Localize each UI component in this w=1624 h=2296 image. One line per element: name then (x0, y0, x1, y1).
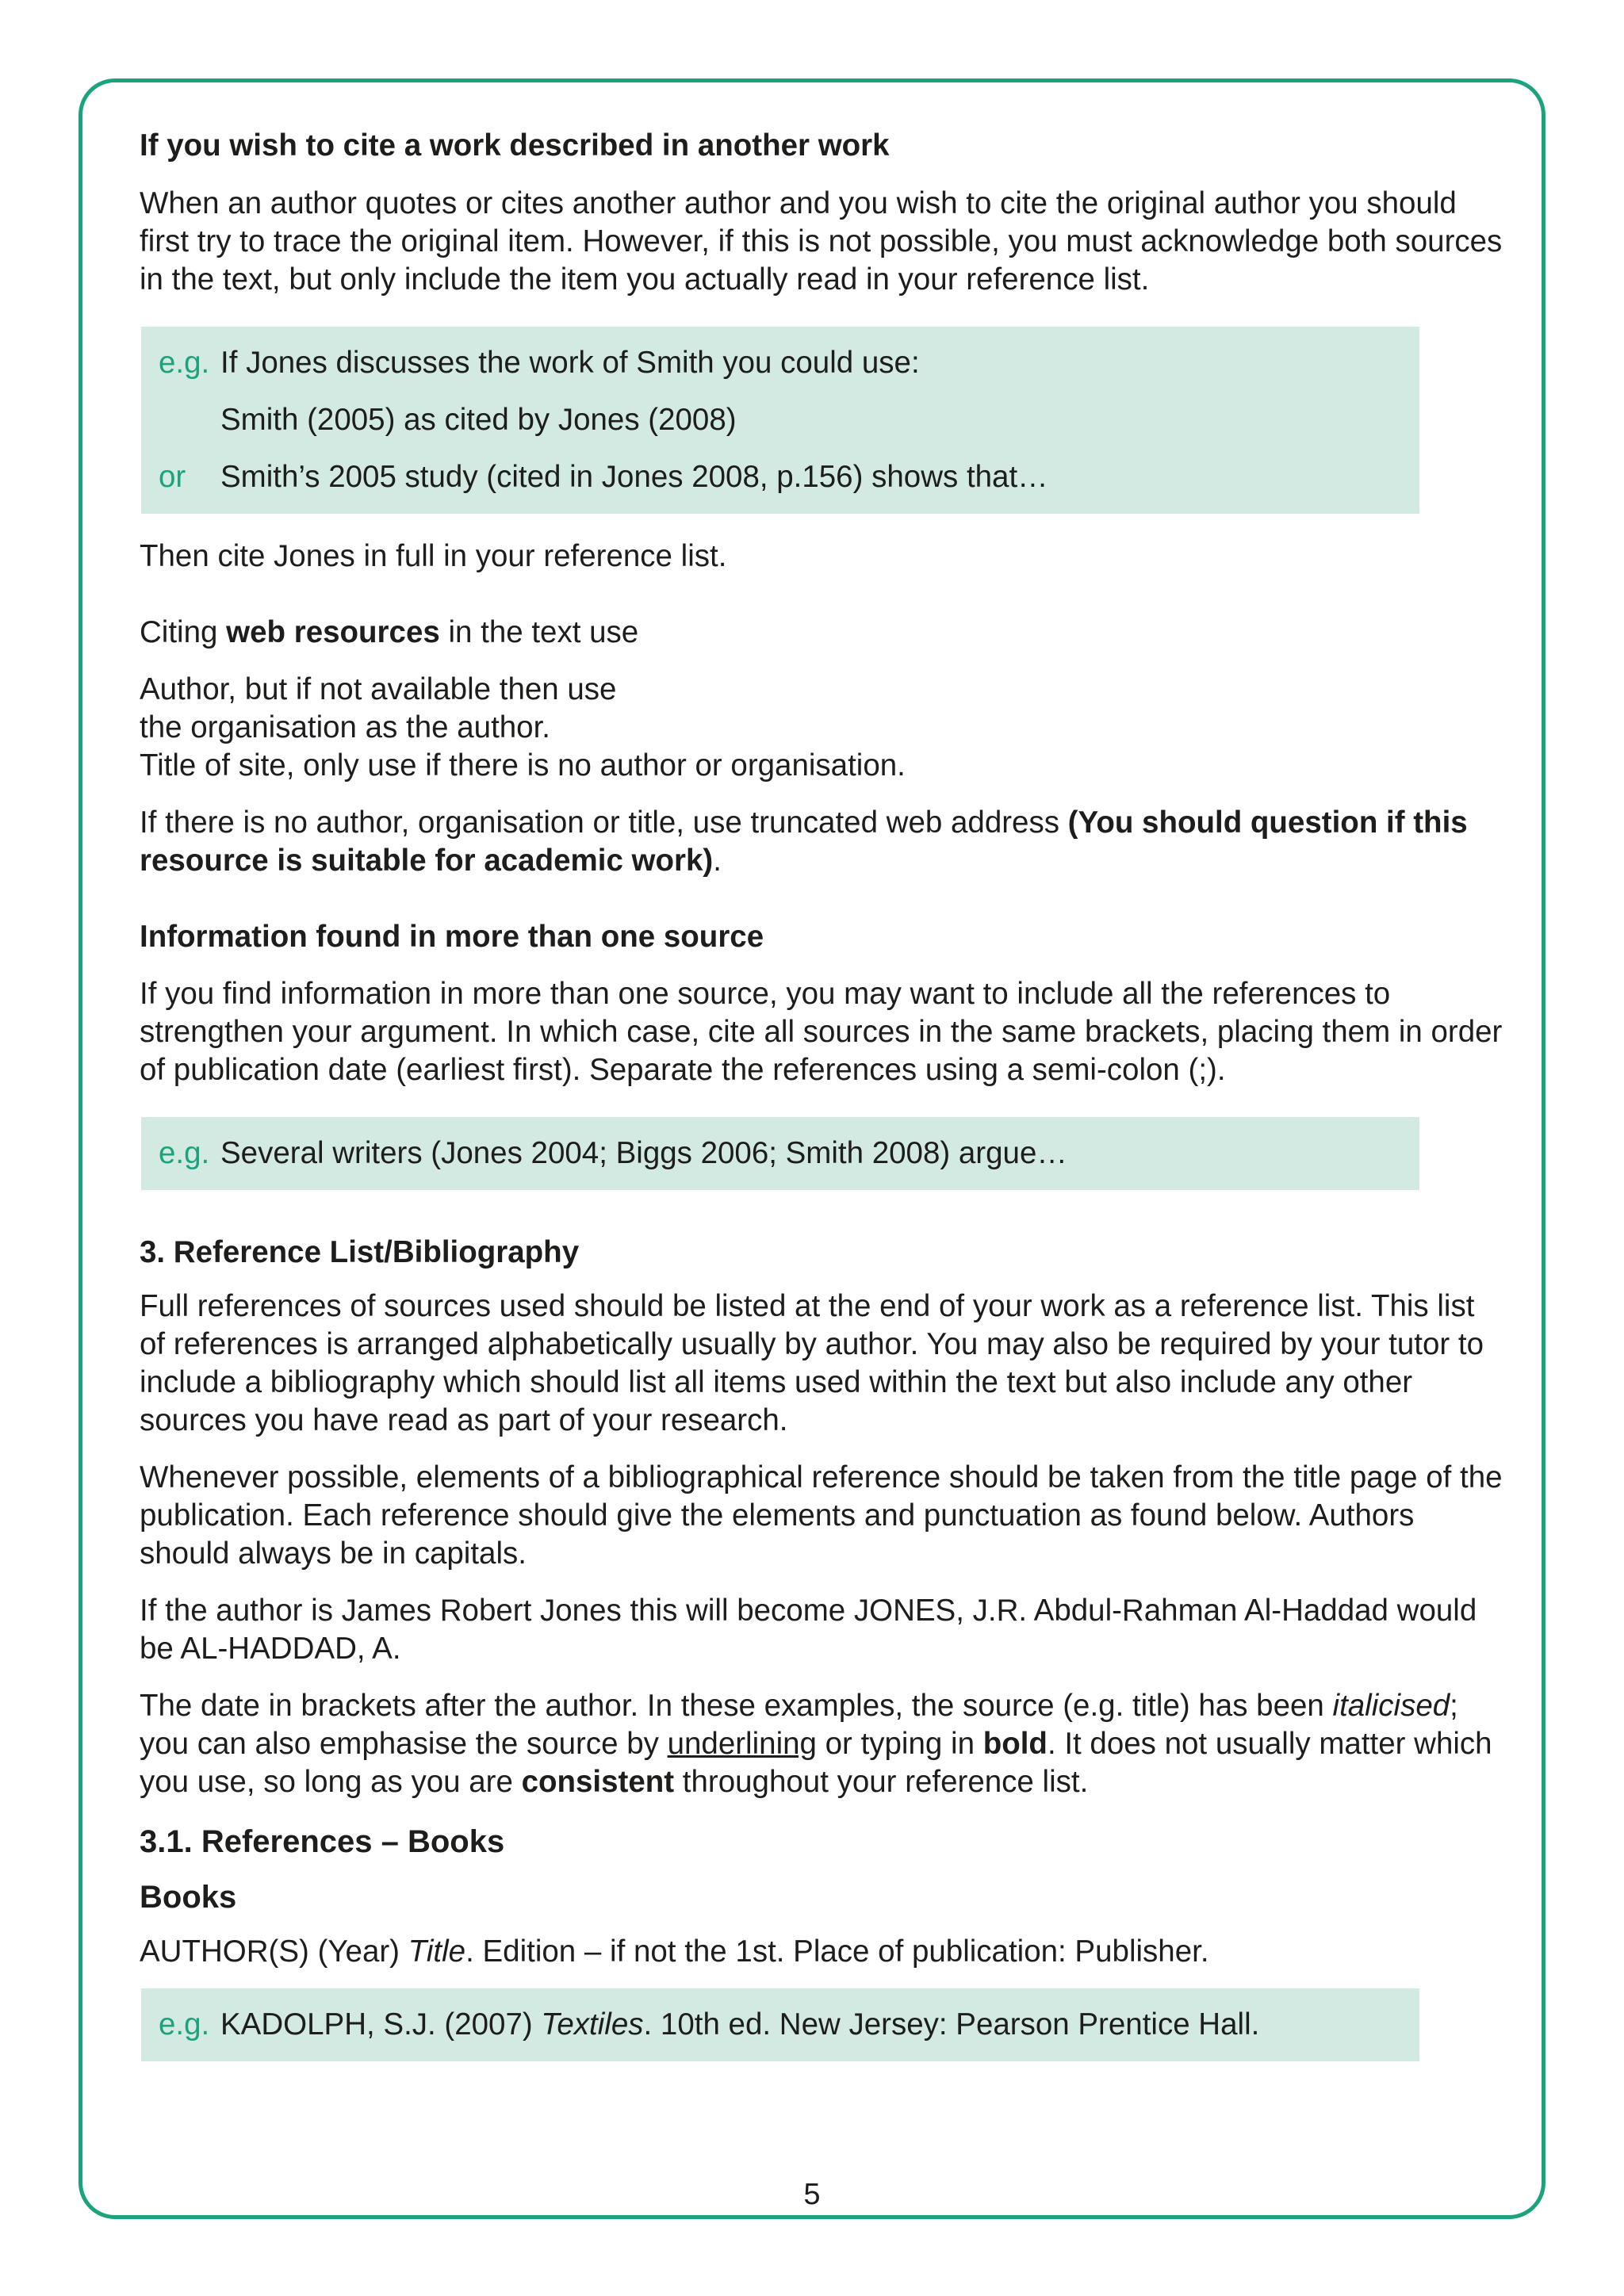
or-label: or (159, 460, 186, 494)
example-line: If Jones discusses the work of Smith you could use: (220, 346, 920, 380)
paragraph-bibliographical-elements: Whenever possible, elements of a bibliographical reference should be taken from the title page of the publication. Each reference should give the elements and punctuation as found below. Authors should always be in capitals. (140, 1460, 1503, 1571)
paragraph-truncated-address: If there is no author, organisation or title, use truncated web address (You should question if this resource is suitable for academic work). (140, 806, 1468, 878)
book-reference-format: AUTHOR(S) (Year) Title. Edition – if not the 1st. Place of publication: Publisher. (140, 1934, 1209, 1969)
paragraph-multiple-sources: If you find information in more than one source, you may want to include all the references to strengthen your argument. In which case, cite all sources in the same brackets, placing them in order of publication date (earliest first). Separate the references using a semi-colon (;). (140, 977, 1503, 1087)
web-rule-line: the organisation as the author. (140, 710, 550, 744)
heading-references-books: 3.1. References – Books (140, 1824, 505, 1859)
paragraph-web-resources-intro: Citing web resources in the text use (140, 615, 639, 649)
heading-reference-list: 3. Reference List/Bibliography (140, 1235, 580, 1269)
paragraph-reference-list: Full references of sources used should be listed at the end of your work as a reference list. This list of references is arranged alphabetically usually by author. You may also be required by your tutor to include a bibliography which should list all items used within the text but also include any other sources you have read as part of your research. (140, 1289, 1484, 1437)
heading-cite-work-in-another: If you wish to cite a work described in another work (140, 128, 890, 163)
page-content (140, 127, 1503, 2061)
example-line: KADOLPH, S.J. (2007) Textiles. 10th ed. New Jersey: Pearson Prentice Hall. (220, 2007, 1260, 2042)
eg-label: e.g. (159, 1136, 210, 1170)
paragraph-emphasis: The date in brackets after the author. In these examples, the source (e.g. title) has been italicised; you can also emphasise the source by underlining or typing in bold. It does not usually matter which you use, so long as you are consistent throughout your reference list. (140, 1689, 1492, 1799)
example-box-secondary-citation (141, 327, 1419, 514)
page-number: 5 (803, 2178, 821, 2211)
eg-label: e.g. (159, 2007, 210, 2042)
paragraph-cite-jones: Then cite Jones in full in your reference list. (140, 539, 727, 573)
example-box-book (141, 1988, 1419, 2061)
web-resources-list (140, 671, 1503, 785)
web-rule-line: Author, but if not available then use (140, 672, 617, 706)
web-rule-line: Title of site, only use if there is no author or organisation. (140, 748, 906, 783)
paragraph-cite-original: When an author quotes or cites another author and you wish to cite the original author you should first try to trace the original item. However, if this is not possible, you must acknowledge both sources in the text, but only include the item you actually read in your reference list. (140, 186, 1503, 297)
eg-label: e.g. (159, 346, 210, 380)
example-line: Several writers (Jones 2004; Biggs 2006; Smith 2008) argue… (220, 1136, 1067, 1170)
example-box-multiple-sources (141, 1117, 1419, 1190)
paragraph-author-capitals: If the author is James Robert Jones this will become JONES, J.R. Abdul-Rahman Al-Haddad would be AL-HADDAD, A. (140, 1594, 1477, 1666)
example-line: Smith’s 2005 study (cited in Jones 2008, p.156) shows that… (220, 460, 1048, 494)
subheading-books: Books (140, 1880, 237, 1915)
heading-more-than-one-source: Information found in more than one source (140, 920, 764, 954)
example-line: Smith (2005) as cited by Jones (2008) (220, 403, 737, 437)
